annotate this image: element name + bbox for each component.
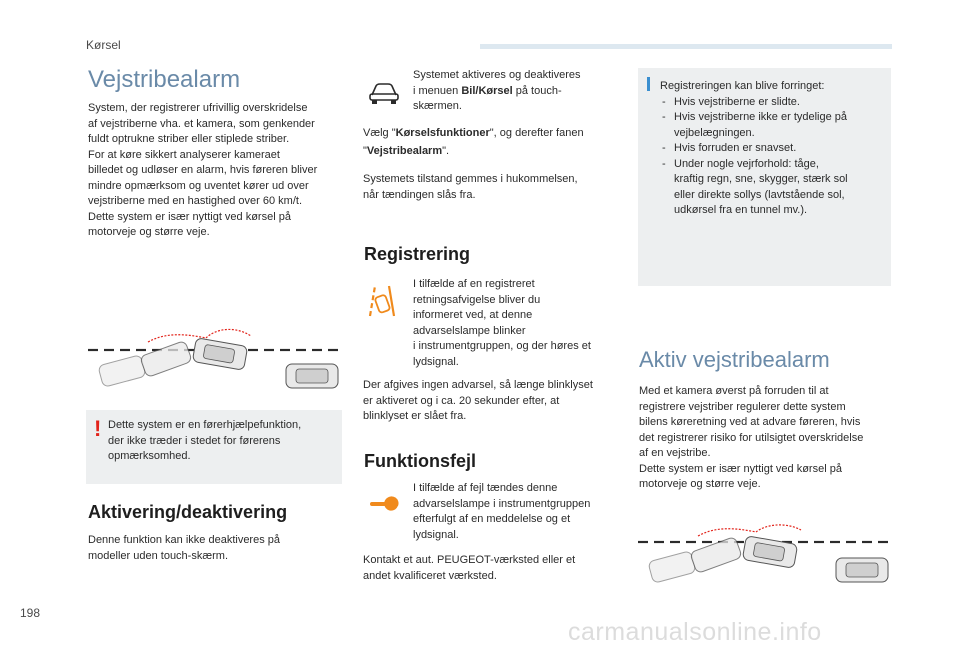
text-line: billedet og udløser en alarm, hvis føreren bliver	[88, 164, 318, 176]
select-paragraph	[363, 124, 623, 160]
text-line: i instrumentgruppen, og der høres et	[413, 340, 591, 352]
text-line: advarselslampe i instrumentgruppen	[413, 497, 591, 510]
text-line: advarselslampe blinker	[413, 324, 526, 337]
text-line: Systemets tilstand gemmes i hukommelsen,	[363, 173, 578, 185]
list-item: - Under nogle vejrforhold: tåge, kraftig regn, sne, skygger, stærk sol eller direkte sollys (lavtstående sol, udkørsel fra en tunnel mv.).	[660, 157, 885, 219]
exclamation-icon: !	[94, 416, 102, 441]
activation-paragraph	[88, 533, 348, 564]
list-item: - Hvis vejstriberne er slidte.	[660, 95, 885, 111]
text-line: For at køre sikkert analyserer kameraet	[88, 148, 280, 161]
section-header: Kørsel	[86, 38, 121, 52]
text-line: der ikke træder i stedet for førerens	[108, 434, 281, 447]
wrench-icon	[370, 494, 400, 514]
watermark: carmanualsonline.info	[568, 618, 822, 646]
fault-paragraph	[413, 481, 623, 543]
text-line: I tilfælde af fejl tændes denne	[413, 482, 558, 494]
info-icon	[647, 77, 650, 91]
list-item: - Hvis forruden er snavset.	[660, 141, 885, 157]
text-line: Registreringen kan blive forringet:	[660, 80, 825, 92]
lane-warning-icon	[366, 282, 398, 318]
text-line: Dette system er især nyttigt ved kørsel på	[639, 462, 842, 475]
active-heading: Aktiv vejstribealarm	[639, 347, 830, 372]
text-line: vejstriberne med en hastighed over 60 km/t.	[88, 195, 303, 207]
menu-korsel: Kørsel	[478, 84, 513, 97]
text-line: motorveje og større veje.	[88, 226, 210, 238]
contact-paragraph	[363, 553, 628, 584]
car-icon	[367, 81, 401, 105]
text-line: Med et kamera øverst på forruden til at	[639, 385, 829, 397]
activation-heading: Aktivering/deaktivering	[88, 502, 288, 522]
fault-heading: Funktionsfejl	[364, 451, 476, 471]
menu-bil: Bil	[461, 84, 476, 97]
text-line: efterfulgt af en meddelelse og et	[413, 513, 571, 525]
text-line: informeret ved, at denne	[413, 309, 533, 321]
text-line: blinklyset er slået fra.	[363, 410, 467, 422]
text-line: i menuen Bil/Kørsel på touch-	[413, 84, 562, 97]
text-line: af vejstriberne vha. et kamera, som genkender	[88, 117, 315, 130]
text-line: det registrerer risiko for utilsigtet overskridelse	[639, 431, 864, 444]
text-line: andet kvalificeret værksted.	[363, 569, 497, 582]
text-line: når tændingen slås fra.	[363, 188, 476, 201]
text-line: I tilfælde af en registreret	[413, 278, 535, 290]
text-line: System, der registrerer ufrivillig overskridelse	[88, 102, 308, 114]
text-line: skærmen.	[413, 100, 462, 112]
registration-heading: Registrering	[364, 244, 471, 264]
text-line: motorveje og større veje.	[639, 478, 761, 490]
text-line: "Vejstribealarm".	[363, 145, 450, 157]
text-line: lydsignal.	[413, 355, 459, 368]
info-box	[638, 68, 891, 286]
intro-paragraph	[88, 101, 348, 241]
page-number: 198	[20, 606, 41, 620]
text-line: lydsignal.	[413, 528, 459, 541]
text-line: mindre opmærksom og uventet kører ud over	[88, 179, 309, 192]
text-line: Der afgives ingen advarsel, så længe blinklyset	[363, 379, 593, 391]
text-line: modeller uden touch-skærm.	[88, 549, 229, 562]
text-line: fuldt optrukne striber eller stiplede striber.	[88, 133, 290, 145]
text-line: er aktiveret og i ca. 20 sekunder efter, at	[363, 394, 560, 407]
text-line: af en vejstribe.	[639, 447, 711, 459]
text-line: Vælg "Kørselsfunktioner", og derefter fanen	[363, 127, 584, 139]
memory-paragraph	[363, 172, 623, 203]
menu-paragraph	[413, 68, 613, 115]
list-item: - Hvis vejstriberne ikke er tydelige på vejbelægningen.	[660, 110, 885, 141]
info-list	[660, 95, 885, 219]
no-warning-paragraph	[363, 378, 628, 425]
active-lane-illustration	[636, 520, 892, 590]
warning-box	[86, 410, 342, 484]
lane-departure-illustration	[86, 320, 342, 400]
text-line: Systemet aktiveres og deaktiveres	[413, 69, 581, 81]
text-line: Dette system er en førerhjælpefunktion,	[108, 419, 302, 431]
active-paragraph	[639, 384, 899, 493]
text-line: opmærksomhed.	[108, 450, 191, 462]
text-line: Dette system er især nyttigt ved kørsel på	[88, 210, 291, 223]
text-line: Kontakt et aut. PEUGEOT-værksted eller et	[363, 554, 576, 566]
text-line: bilens køreretning ved at advare føreren, hvis	[639, 416, 861, 428]
registration-paragraph	[413, 277, 623, 370]
header-bar	[480, 44, 892, 49]
text-line: retningsafvigelse bliver du	[413, 293, 541, 306]
text-line: Denne funktion kan ikke deaktiveres på	[88, 534, 281, 546]
page-title: Vejstribealarm	[88, 66, 241, 93]
text-line: registrere vejstriber regulerer dette system	[639, 400, 846, 413]
